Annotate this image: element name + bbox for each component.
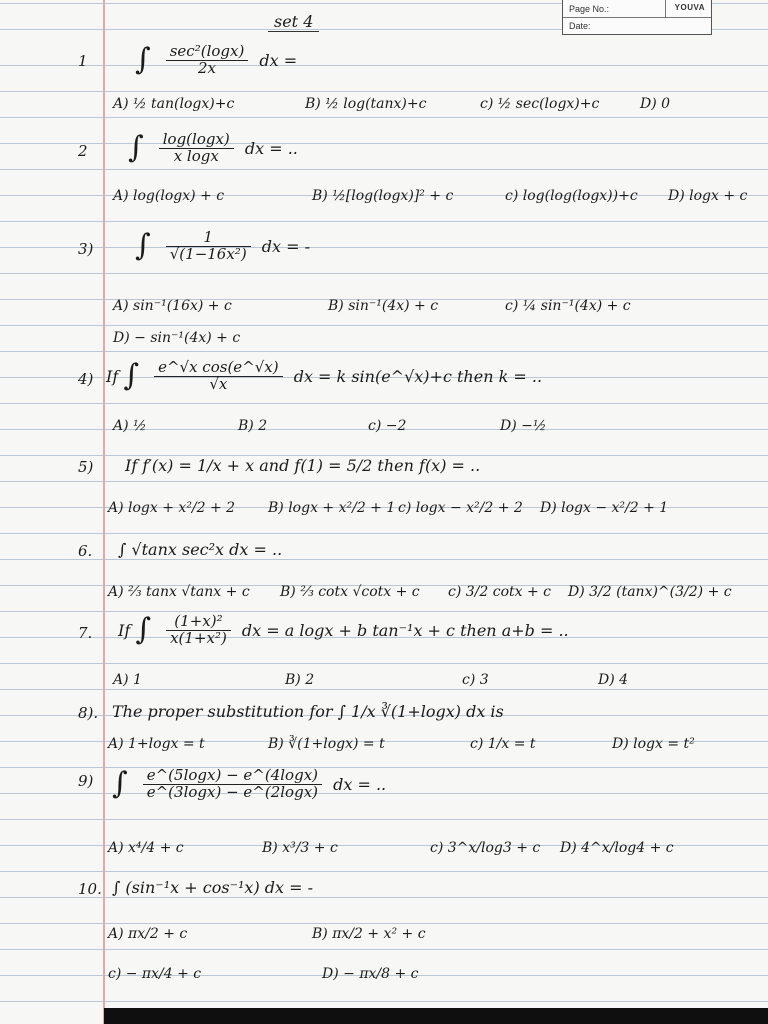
question-prefix: If	[118, 620, 131, 640]
question-number: 1	[78, 52, 88, 70]
question-number: 10.	[78, 880, 102, 898]
fraction	[143, 768, 322, 801]
option-d: D) 4^x/log4 + c	[560, 840, 674, 856]
question-3	[135, 230, 310, 263]
question-7	[118, 614, 569, 647]
question-5: If f′(x) = 1/x + x and f(1) = 5/2 then f(x) = ..	[125, 456, 481, 475]
margin-line	[103, 0, 105, 1024]
option-d: D) − sin⁻¹(4x) + c	[113, 330, 241, 346]
option-b: B) x³/3 + c	[262, 840, 338, 856]
option-a: A) ½	[113, 418, 147, 434]
option-d: D) logx = t²	[612, 736, 695, 752]
denominator: e^(3logx) − e^(2logx)	[146, 782, 319, 801]
question-number: 4)	[78, 370, 94, 388]
question-10: ∫ (sin⁻¹x + cos⁻¹x) dx = -	[112, 878, 314, 897]
option-a: A) sin⁻¹(16x) + c	[113, 298, 232, 314]
denominator: 2x	[198, 58, 217, 77]
fraction	[154, 360, 283, 393]
question-6: ∫ √tanx sec²x dx = ..	[118, 540, 283, 559]
fraction	[166, 230, 251, 263]
option-b: B) πx/2 + x² + c	[312, 926, 426, 942]
date-row	[563, 17, 711, 34]
integral-sign: ∫	[112, 766, 128, 802]
option-d: D) logx + c	[668, 188, 748, 204]
question-prefix: If	[106, 366, 119, 386]
option-b: B) ½ log(tanx)+c	[305, 96, 427, 112]
option-c: c) 3/2 cotx + c	[448, 584, 551, 600]
option-c: c) 3	[462, 672, 489, 688]
option-b: B) ½[log(logx)]² + c	[312, 188, 454, 204]
bottom-dark-strip	[104, 1008, 768, 1024]
option-d: D) 3/2 (tanx)^(3/2) + c	[568, 584, 732, 600]
integral-sign: ∫	[123, 358, 139, 394]
option-b: B) 2	[238, 418, 268, 434]
option-a: A) x⁴/4 + c	[108, 840, 184, 856]
page-no-row	[563, 0, 711, 18]
denominator: x(1+x²)	[170, 628, 227, 647]
option-c: c) − πx/4 + c	[108, 966, 202, 982]
question-suffix: dx = k sin(e^√x)+c then k = ..	[293, 366, 543, 386]
question-4	[106, 360, 542, 393]
option-a: A) πx/2 + c	[108, 926, 188, 942]
numerator: sec²(logx)	[166, 44, 249, 61]
question-suffix: dx = ..	[244, 138, 298, 158]
option-b: B) 2	[285, 672, 315, 688]
option-c: c) 3^x/log3 + c	[430, 840, 541, 856]
option-a: A) log(logx) + c	[113, 188, 225, 204]
numerator: e^√x cos(e^√x)	[154, 360, 283, 377]
option-c: c) logx − x²/2 + 2	[398, 500, 523, 516]
option-d: D) 4	[598, 672, 629, 688]
option-c: c) ¼ sin⁻¹(4x) + c	[505, 298, 631, 314]
fraction	[166, 44, 249, 77]
question-suffix: dx = -	[261, 236, 311, 256]
option-d: D) −½	[500, 418, 547, 434]
option-a: A) ⅔ tanx √tanx + c	[108, 584, 250, 600]
option-d: D) logx − x²/2 + 1	[540, 500, 669, 516]
numerator: 1	[166, 230, 251, 247]
page-header-box	[562, 0, 712, 35]
option-d: D) 0	[640, 96, 671, 112]
denominator: x logx	[173, 146, 219, 165]
header-divider	[665, 0, 666, 17]
question-number: 6.	[78, 542, 93, 560]
fraction	[159, 132, 234, 165]
question-8: The proper substitution for ∫ 1/x ∛(1+logx) dx is	[112, 702, 504, 721]
question-number: 7.	[78, 624, 93, 642]
question-2	[128, 132, 298, 165]
page-title: set 4	[268, 12, 319, 32]
integral-sign: ∫	[135, 228, 151, 264]
question-number: 3)	[78, 240, 94, 258]
numerator: (1+x)²	[166, 614, 231, 631]
option-b: B) sin⁻¹(4x) + c	[328, 298, 439, 314]
question-number: 2	[78, 142, 88, 160]
option-a: A) ½ tan(logx)+c	[113, 96, 235, 112]
integral-sign: ∫	[135, 42, 151, 78]
option-c: c) ½ sec(logx)+c	[480, 96, 600, 112]
numerator: e^(5logx) − e^(4logx)	[143, 768, 322, 785]
question-1	[135, 44, 297, 77]
fraction	[166, 614, 231, 647]
option-a: A) 1	[113, 672, 142, 688]
integral-sign: ∫	[135, 612, 151, 648]
option-b: B) ∛(1+logx) = t	[268, 736, 385, 752]
denominator: √x	[209, 374, 228, 393]
question-suffix: dx =	[259, 50, 298, 70]
option-a: A) logx + x²/2 + 2	[108, 500, 236, 516]
brand-logo: YOUVA	[674, 3, 705, 12]
option-c: c) log(log(logx))+c	[505, 188, 638, 204]
numerator: log(logx)	[159, 132, 234, 149]
option-d: D) − πx/8 + c	[322, 966, 419, 982]
option-c: c) −2	[368, 418, 407, 434]
question-number: 5)	[78, 458, 94, 476]
option-a: A) 1+logx = t	[108, 736, 205, 752]
question-9	[112, 768, 386, 801]
option-b: B) logx + x²/2 + 1	[268, 500, 396, 516]
question-suffix: dx = a logx + b tan⁻¹x + c then a+b = ..	[241, 620, 569, 640]
denominator: √(1−16x²)	[169, 244, 247, 263]
question-number: 8).	[78, 704, 99, 722]
option-c: c) 1/x = t	[470, 736, 536, 752]
option-b: B) ⅔ cotx √cotx + c	[280, 584, 420, 600]
question-suffix: dx = ..	[333, 774, 387, 794]
page-no-label: Page No.:	[569, 4, 610, 14]
integral-sign: ∫	[128, 130, 144, 166]
date-label: Date:	[569, 21, 591, 31]
question-number: 9)	[78, 772, 94, 790]
